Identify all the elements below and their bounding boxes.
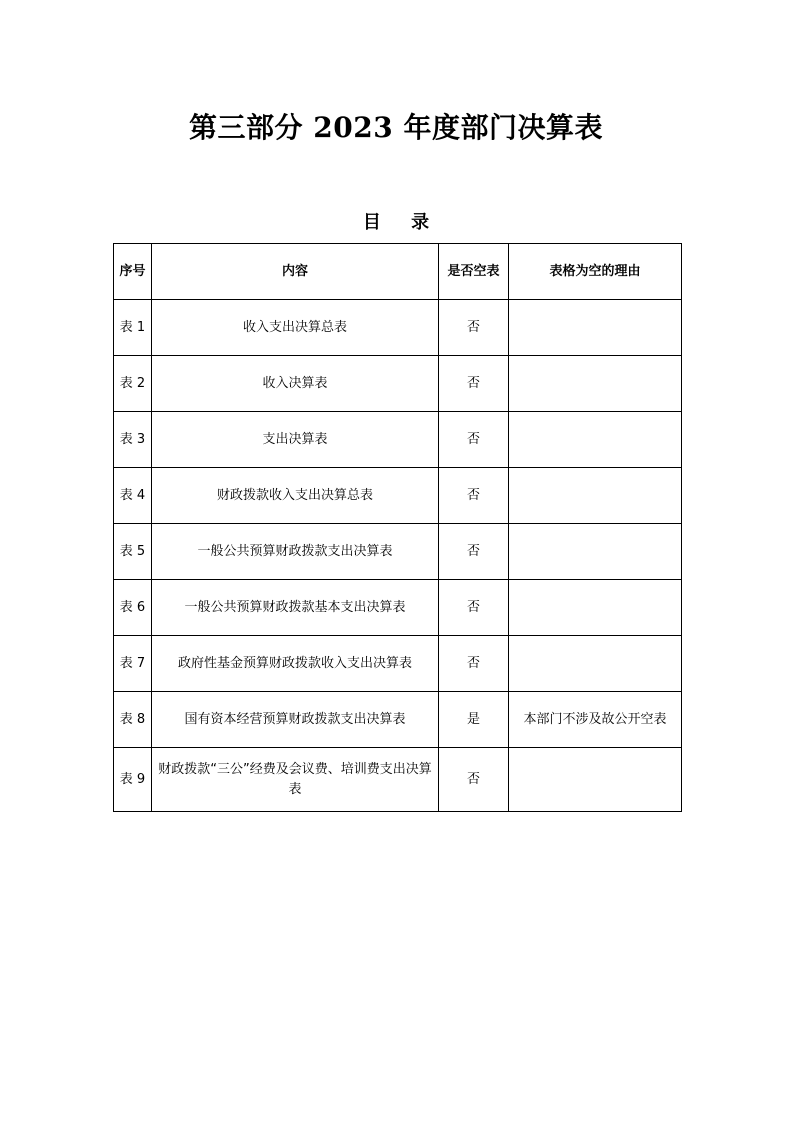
cell-no: 表 6 (114, 580, 152, 636)
cell-reason (509, 356, 682, 412)
cell-reason (509, 468, 682, 524)
toc-table (113, 243, 682, 812)
cell-content: 一般公共预算财政拨款基本支出决算表 (152, 580, 439, 636)
cell-reason (509, 748, 682, 812)
cell-no: 表 4 (114, 468, 152, 524)
table-row (114, 524, 682, 580)
cell-content: 财政拨款收入支出决算总表 (152, 468, 439, 524)
cell-empty: 否 (439, 468, 509, 524)
cell-empty: 否 (439, 580, 509, 636)
cell-no: 表 2 (114, 356, 152, 412)
cell-no: 表 8 (114, 692, 152, 748)
cell-empty: 是 (439, 692, 509, 748)
cell-content: 收入支出决算总表 (152, 300, 439, 356)
table-row (114, 636, 682, 692)
header-no: 序号 (114, 244, 152, 300)
table-row (114, 356, 682, 412)
table-row (114, 748, 682, 812)
cell-no: 表 7 (114, 636, 152, 692)
cell-empty: 否 (439, 356, 509, 412)
cell-no: 表 9 (114, 748, 152, 812)
header-content: 内容 (152, 244, 439, 300)
cell-no: 表 3 (114, 412, 152, 468)
toc-heading-char-1: 目 (362, 212, 381, 233)
header-reason: 表格为空的理由 (509, 244, 682, 300)
cell-empty: 否 (439, 300, 509, 356)
table-row (114, 580, 682, 636)
header-empty: 是否空表 (439, 244, 509, 300)
table-row (114, 468, 682, 524)
cell-content: 财政拨款“三公”经费及会议费、培训费支出决算表 (152, 748, 439, 812)
toc-heading (0, 208, 792, 234)
table-row (114, 412, 682, 468)
cell-reason (509, 580, 682, 636)
table-header-row (114, 244, 682, 300)
cell-reason (509, 636, 682, 692)
cell-empty: 否 (439, 636, 509, 692)
page-title: 第三部分 2023 年度部门决算表 (189, 111, 603, 144)
toc-heading-char-2: 录 (411, 212, 430, 233)
cell-content: 支出决算表 (152, 412, 439, 468)
cell-reason: 本部门不涉及故公开空表 (509, 692, 682, 748)
cell-content: 政府性基金预算财政拨款收入支出决算表 (152, 636, 439, 692)
table-row (114, 300, 682, 356)
cell-empty: 否 (439, 748, 509, 812)
cell-no: 表 1 (114, 300, 152, 356)
cell-empty: 否 (439, 412, 509, 468)
cell-reason (509, 412, 682, 468)
cell-no: 表 5 (114, 524, 152, 580)
cell-content: 一般公共预算财政拨款支出决算表 (152, 524, 439, 580)
cell-reason (509, 300, 682, 356)
cell-reason (509, 524, 682, 580)
cell-content: 收入决算表 (152, 356, 439, 412)
cell-empty: 否 (439, 524, 509, 580)
cell-content: 国有资本经营预算财政拨款支出决算表 (152, 692, 439, 748)
table-row (114, 692, 682, 748)
